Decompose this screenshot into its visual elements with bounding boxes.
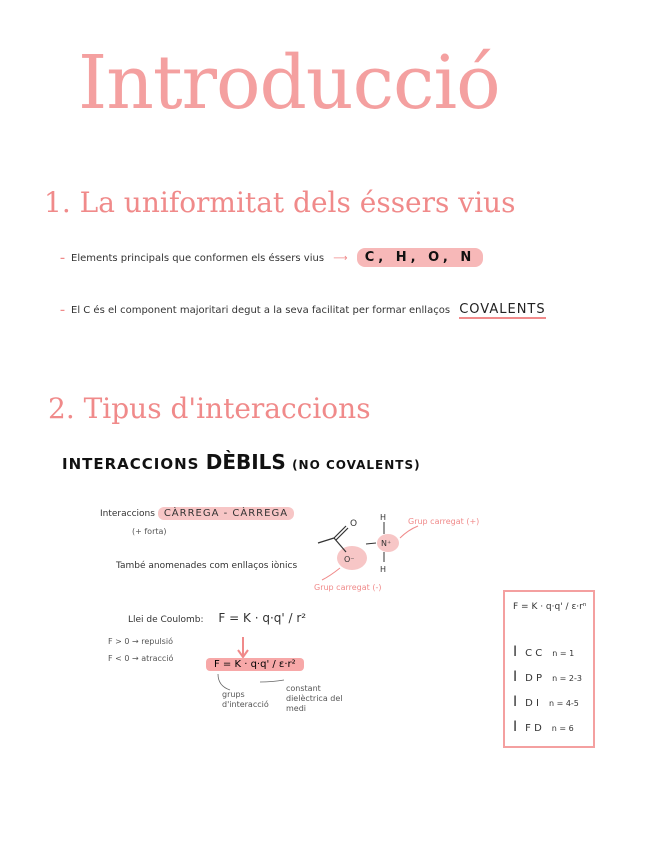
bullet-carbon-text: El C és el component majoritari degut a la seva facilitat per formar enllaços — [71, 305, 451, 316]
section-2-heading: 2. Tipus d'interaccions — [48, 392, 371, 425]
bullet-carbon: – El C és el component majoritari degut a la seva facilitat per formar enllaços COVALENTS — [60, 302, 546, 317]
oxygen-top: O — [350, 519, 358, 529]
interaction-type: Interaccions CÀRREGA - CÀRREGA — [100, 508, 294, 519]
hydrogen-bottom: H — [380, 565, 387, 574]
box-row-di: I D I n = 4-5 — [513, 694, 579, 710]
positive-group-label: Grup carregat (+) — [408, 517, 480, 526]
group-label: grups d'interacció — [222, 690, 269, 709]
full-formula: F = K · q·q' / ε·r² — [206, 658, 304, 671]
box-formula: F = K · q·q' / ε·rⁿ — [513, 602, 587, 612]
box-row-cc: I C C n = 1 — [513, 644, 575, 660]
covalents-underline: COVALENTS — [459, 302, 546, 317]
interaction-types-box — [503, 590, 595, 748]
nitrogen-plus: N⁺ — [381, 539, 392, 548]
oxygen-minus: O⁻ — [344, 555, 355, 564]
bullet-elements-text: Elements principals que conformen els éssers vius — [71, 253, 325, 264]
repulsion-case: F > 0 → repulsió — [108, 637, 173, 646]
down-arrow-icon — [236, 636, 250, 660]
negative-group-label: Grup carregat (-) — [314, 583, 382, 592]
elements-highlight: C, H, O, N — [357, 248, 483, 267]
bullet-elements: – Elements principals que conformen els éssers vius ⟶ C, H, O, N — [60, 250, 483, 265]
attraction-case: F < 0 → atracció — [108, 654, 174, 663]
charge-charge-highlight: CÀRREGA - CÀRREGA — [158, 507, 294, 520]
also-called-text: També anomenades com enllaços iònics — [116, 561, 298, 571]
box-row-dp: I D P n = 2-3 — [513, 669, 582, 685]
coulomb-law: Llei de Coulomb: F = K · q·q' / r² — [128, 611, 307, 625]
box-row-fd: I F D n = 6 — [513, 719, 574, 735]
hydrogen-top: H — [380, 513, 387, 522]
section-1-heading: 1. La uniformitat dels éssers vius — [44, 186, 516, 219]
page-title: Introducció — [78, 40, 500, 126]
molecule-diagram — [300, 510, 510, 610]
coulomb-formula: F = K · q·q' / r² — [218, 611, 307, 625]
weak-interactions-heading: INTERACCIONS DÈBILS (NO COVALENTS) — [62, 450, 421, 474]
interaction-note: (+ forta) — [132, 527, 167, 536]
constant-label: constant dielèctrica del medi — [286, 684, 343, 713]
weak-label: DÈBILS — [205, 450, 286, 474]
